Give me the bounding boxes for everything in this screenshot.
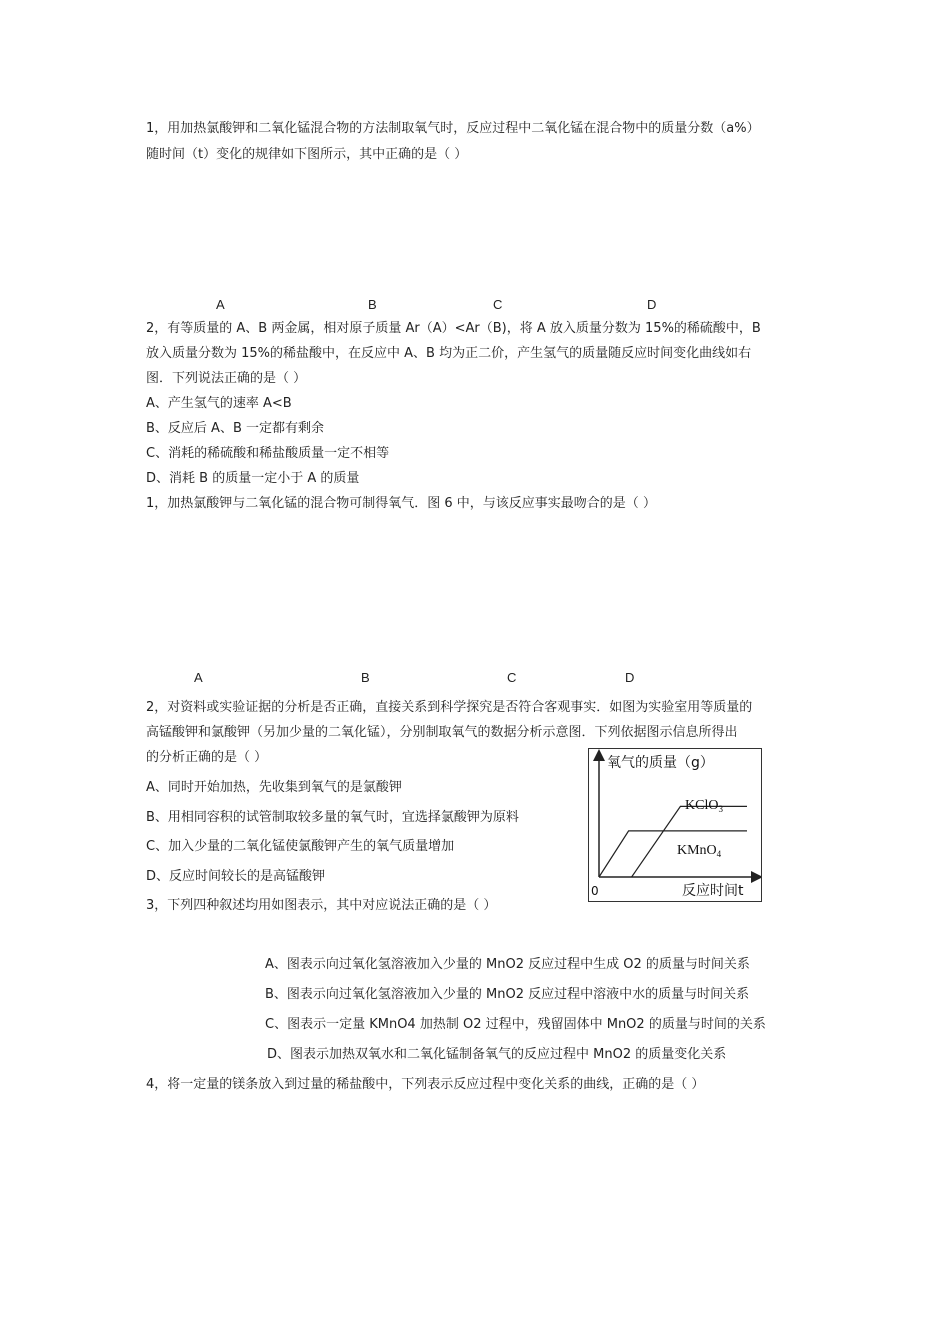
q2a-text-line3: 图．下列说法正确的是（ ） (146, 371, 307, 386)
oxygen-mass-chart-svg (589, 749, 761, 901)
q2a-text-line1: 2，有等质量的 A、B 两金属，相对原子质量 Ar（A）<Ar（B)，将 A 放入质量分数为 15%的稀硫酸中，B (146, 321, 761, 336)
q2b-option-c: C、加入少量的二氧化锰使氯酸钾产生的氧气质量增加 (146, 839, 455, 854)
q1b-option-label-a: A (194, 670, 203, 685)
q1a-text-line2: 随时间（t）变化的规律如下图所示，其中正确的是（ ） (146, 147, 468, 162)
q2a-option-b: B、反应后 A、B 一定都有剩余 (146, 421, 324, 436)
oxygen-mass-chart (588, 748, 762, 902)
q2a-text-line2: 放入质量分数为 15%的稀盐酸中，在反应中 A、B 均为正二价，产生氢气的质量随反应时间变化曲线如右 (146, 346, 752, 361)
y-axis-label: 氧气的质量（g） (607, 755, 714, 771)
q2a-option-d: D、消耗 B 的质量一定小于 A 的质量 (146, 471, 360, 486)
q1a-option-label-d: D (647, 297, 657, 312)
q1a-option-label-c: C (493, 297, 503, 312)
x-axis-label: 反应时间t (682, 883, 744, 899)
q1b-option-label-b: B (361, 670, 370, 685)
q1a-option-label-a: A (216, 297, 225, 312)
origin-label: 0 (591, 884, 599, 898)
q3-option-c: C、图表示一定量 KMnO4 加热制 O2 过程中，残留固体中 MnO2 的质量与时间的关系 (265, 1017, 766, 1032)
q2a-option-a: A、产生氢气的速率 A<B (146, 396, 292, 411)
q3-option-a: A、图表示向过氧化氢溶液加入少量的 MnO2 反应过程中生成 O2 的质量与时间关系 (265, 957, 750, 972)
q2b-text-line3: 的分析正确的是（ ） (146, 750, 268, 765)
q3-option-d: D、图表示加热双氧水和二氧化锰制备氧气的反应过程中 MnO2 的质量变化关系 (267, 1047, 727, 1062)
q1b-text-line1: 1，加热氯酸钾与二氧化锰的混合物可制得氧气．图 6 中，与该反应事实最吻合的是（ ） (146, 496, 656, 511)
q2b-text-line1: 2，对资料或实验证据的分析是否正确，直接关系到科学探究是否符合客观事实．如图为实验室用等质量的 (146, 700, 753, 715)
q2a-option-c: C、消耗的稀硫酸和稀盐酸质量一定不相等 (146, 446, 390, 461)
q2b-option-a: A、同时开始加热，先收集到氧气的是氯酸钾 (146, 780, 402, 795)
q2b-text-line2: 高锰酸钾和氯酸钾（另加少量的二氧化锰），分别制取氧气的数据分析示意图．下列依据图示信息所得出 (146, 725, 738, 740)
series-label-kclo3: KClO$_3$ (685, 798, 723, 814)
q3-option-b: B、图表示向过氧化氢溶液加入少量的 MnO2 反应过程中溶液中水的质量与时间关系 (265, 987, 750, 1002)
series-line-kclo3 (632, 806, 747, 877)
q1b-option-label-c: C (507, 670, 517, 685)
q1b-option-label-d: D (625, 670, 635, 685)
q2b-option-b: B、用相同容积的试管制取较多量的氧气时，宜选择氯酸钾为原料 (146, 810, 519, 825)
q1a-option-label-b: B (368, 297, 377, 312)
series-line-kmno4 (599, 831, 747, 877)
q2b-option-d: D、反应时间较长的是高锰酸钾 (146, 869, 326, 884)
q4-text-line1: 4，将一定量的镁条放入到过量的稀盐酸中，下列表示反应过程中变化关系的曲线，正确的是（ ） (146, 1077, 705, 1092)
q1a-text-line1: 1，用加热氯酸钾和二氧化锰混合物的方法制取氧气时，反应过程中二氧化锰在混合物中的质量分数（a%） (146, 121, 760, 136)
q3-text-line1: 3，下列四种叙述均用如图表示，其中对应说法正确的是（ ） (146, 898, 497, 913)
series-label-kmno4: KMnO$_4$ (677, 843, 722, 859)
